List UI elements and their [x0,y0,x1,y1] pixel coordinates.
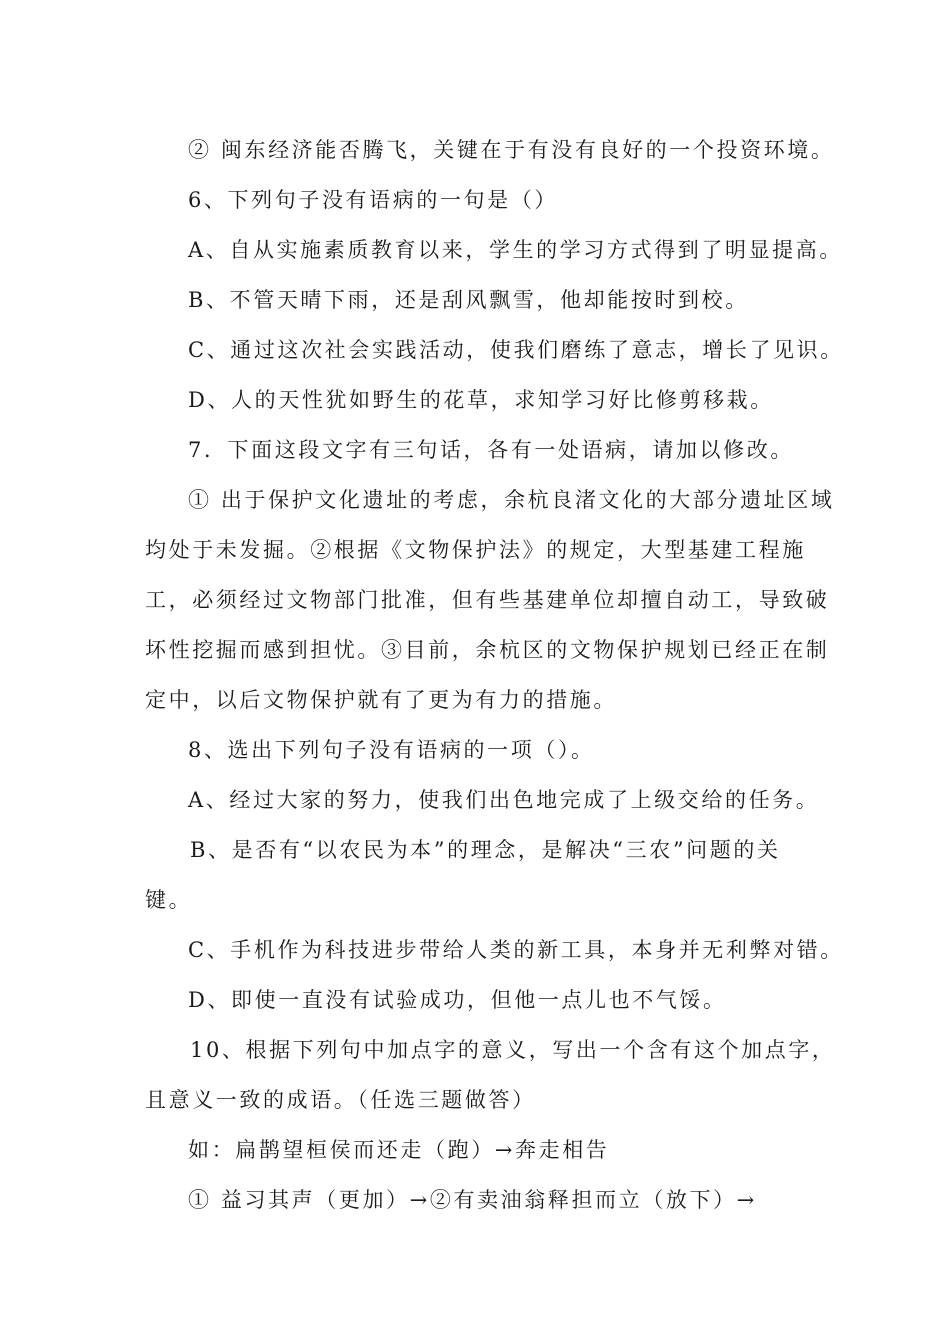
question-8-option-a: A、经过大家的努力，使我们出色地完成了上级交给的任务。 [188,788,820,812]
question-7-paragraph-line: 均处于未发掘。②根据《文物保护法》的规定，大型基建工程施 [145,538,806,562]
question-6-option-a: A、自从实施素质教育以来，学生的学习方式得到了明显提高。 [188,238,843,262]
question-7-paragraph-line: ① 出于保护文化遗址的考虑，余杭良渚文化的大部分遗址区域 [188,488,835,512]
question-6-option-d: D、人的天性犹如野生的花草，求知学习好比修剪移栽。 [188,388,774,412]
question-6-option-b: B、不管天晴下雨，还是刮风飘雪，他却能按时到校。 [188,288,749,312]
question-10-heading: 10、根据下列句中加点字的意义，写出一个含有这个加点字， [190,1038,836,1062]
question-10-items: ① 益习其声（更加）→②有卖油翁释担而立（放下）→ [188,1188,757,1212]
question-7-heading: 7．下面这段文字有三句话，各有一处语病，请加以修改。 [188,438,794,462]
question-8-heading: 8、选出下列句子没有语病的一项（）。 [188,738,595,762]
question-7-paragraph-line: 坏性挖掘而感到担忧。③目前，余杭区的文物保护规划已经正在制 [145,638,830,662]
question-10-heading-continued: 且意义一致的成语。（任选三题做答） [145,1088,536,1112]
question-8-option-d: D、即使一直没有试验成功，但他一点儿也不气馁。 [188,988,727,1012]
question-10-example: 如：扁鹊望桓侯而还走（跑）→奔走相告 [188,1138,610,1162]
question-8-option-b-continued: 键。 [145,888,193,912]
question-6-option-c: C、通过这次社会实践活动，使我们磨练了意志，增长了见识。 [188,338,844,362]
question-7-paragraph-line: 工，必须经过文物部门批准，但有些基建单位却擅自动工，导致破 [145,588,830,612]
text-line: ② 闽东经济能否腾飞，关键在于有没有良好的一个投资环境。 [188,138,835,162]
question-7-paragraph-line: 定中，以后文物保护就有了更为有力的措施。 [145,688,617,712]
question-6-heading: 6、下列句子没有语病的一句是（） [188,188,558,212]
question-8-option-b: B、是否有“以农民为本”的理念，是解决“三农”问题的关 [190,838,781,862]
question-8-option-c: C、手机作为科技进步带给人类的新工具，本身并无利弊对错。 [188,938,844,962]
